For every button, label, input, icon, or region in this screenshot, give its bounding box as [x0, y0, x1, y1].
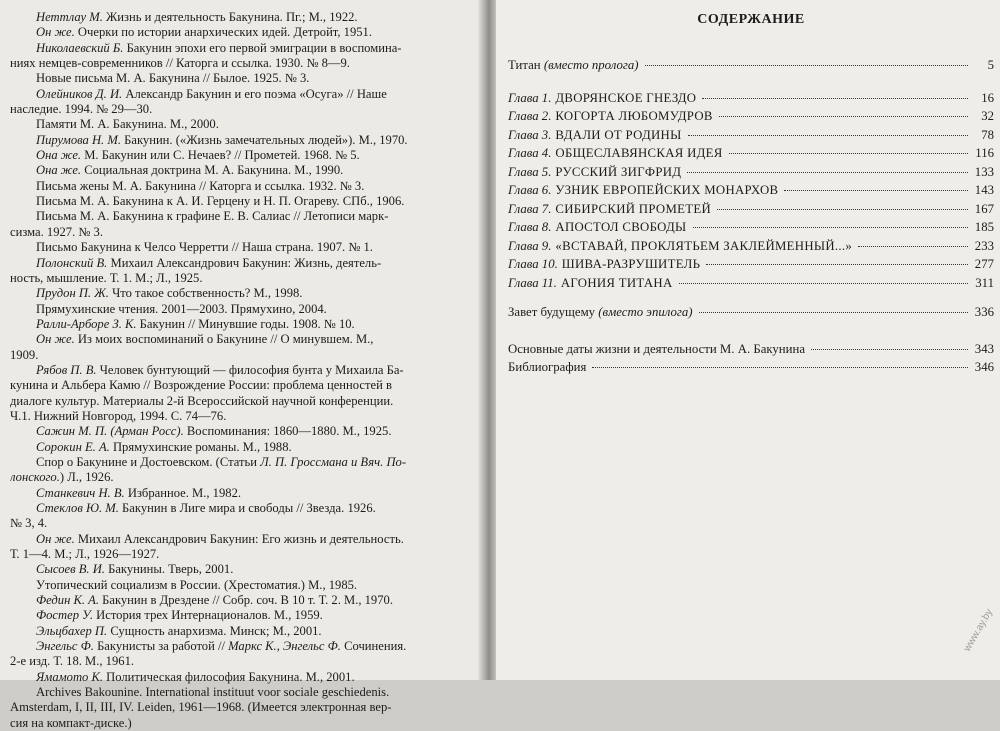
entry-author: Пирумова Н. М. — [36, 132, 121, 147]
bibliography-entry — [10, 271, 470, 286]
entry-author: Эльцбахер П. — [36, 623, 108, 638]
bibliography-entry — [10, 440, 470, 455]
toc-chapter-row — [508, 109, 994, 128]
entry-author: Стеклов Ю. М. — [36, 501, 119, 515]
entry-author: Полонский В. — [36, 255, 108, 270]
bibliography-entry — [10, 179, 470, 194]
toc-title: СОДЕРЖАНИЕ — [697, 12, 805, 27]
entry-text: Человек бунтующий — философия бунта у Михаила Ба- — [96, 362, 404, 377]
chapter-number: Глава 5. — [508, 164, 552, 179]
bibliography-entry — [10, 363, 470, 378]
entry-author: Сысоев В. И. — [36, 562, 105, 577]
page-number: 133 — [974, 164, 994, 179]
page-number: 78 — [981, 127, 994, 142]
bibliography-entry — [10, 41, 470, 56]
leader-dots — [858, 246, 968, 247]
entry-author: Прудон П. Ж. — [36, 286, 109, 301]
bibliography-entry — [10, 501, 470, 516]
bibliography-entry — [10, 608, 470, 623]
toc-epilogue — [508, 305, 994, 324]
entry-author: Станкевич Н. В. — [36, 485, 125, 500]
entry-text: Новые письма М. А. Бакунина // Былое. 1925. № 3. — [36, 71, 310, 86]
bibliography-entry — [10, 532, 470, 547]
entry-text: Бакунин в Лиге мира и свободы // Звезда. 1926. — [118, 501, 376, 515]
chapter-title: ДВОРЯНСКОЕ ГНЕЗДО — [555, 90, 697, 105]
entry-text: Прямухинские чтения. 2001—2003. Прямухино, 2004. — [36, 301, 327, 316]
bibliography-entry — [10, 163, 470, 178]
page-number: 343 — [974, 341, 994, 356]
chapter-title: УЗНИК ЕВРОПЕЙСКИХ МОНАРХОВ — [555, 183, 779, 197]
entry-text: Amsterdam, I, II, III, IV. Leiden, 1961—1968. (Имеется электронная вер- — [10, 700, 392, 715]
entry-text: Бакунин эпохи его первой эмиграции в воспомина- — [123, 40, 402, 55]
leader-dots — [729, 153, 968, 154]
bibliography-entry — [10, 133, 470, 148]
page-number: 143 — [974, 183, 994, 197]
entry-text: Бакунины. Тверь, 2001. — [104, 562, 234, 577]
bibliography-entry — [10, 240, 470, 255]
chapter-title: «ВСТАВАЙ, ПРОКЛЯТЬЕМ ЗАКЛЕЙМЕННЫЙ...» — [555, 238, 853, 253]
bibliography-entry — [10, 225, 470, 240]
dates-label: Основные даты жизни и деятельности М. А. Бакунина — [508, 341, 806, 356]
leader-dots — [592, 367, 968, 368]
chapter-number: Глава 8. — [508, 220, 552, 234]
leader-dots — [706, 264, 968, 265]
entry-text: Письма жены М. А. Бакунина // Каторга и ссылка. 1932. № 3. — [36, 178, 365, 193]
bibliography-entry — [10, 194, 470, 209]
entry-text: Письма М. А. Бакунина к А. И. Герцену и Н. П. Огареву. СПб., 1906. — [36, 194, 405, 209]
bibliography-entry — [10, 87, 470, 102]
bibliography-entry — [10, 562, 470, 577]
bibliography-entry — [10, 286, 470, 301]
page-number: 336 — [974, 305, 994, 319]
page-number: 311 — [975, 275, 994, 290]
entry-text: История трех Интернационалов. М., 1959. — [92, 608, 323, 623]
epilogue-label: Завет будущему — [508, 305, 596, 319]
toc-chapter-row — [508, 239, 994, 258]
entry-author: Он же. — [36, 531, 75, 546]
bibliography-entry — [10, 470, 470, 485]
entry-text: кунина и Альбера Камю // Возрождение России: проблема ценностей в — [10, 378, 392, 393]
chapter-number: Глава 11. — [508, 275, 557, 290]
chapter-number: Глава 3. — [508, 127, 552, 142]
toc-chapter-row — [508, 257, 994, 276]
entry-text: ность, мышление. Т. 1. М.; Л., 1925. — [10, 270, 203, 285]
entry-author: Она же. — [36, 163, 82, 178]
entry-author: Энгельс Ф. — [36, 639, 94, 654]
toc-chapter-row — [508, 220, 994, 239]
entry-text: диалоге культур. Материалы 2-й Всероссийской научной конференции. — [10, 393, 394, 408]
entry-text: Александр Бакунин и его поэма «Осуга» // Наше — [122, 86, 387, 101]
toc-chapter-row — [508, 91, 994, 110]
left-page — [0, 0, 488, 730]
page-number: 185 — [974, 220, 994, 234]
leader-dots — [702, 98, 968, 99]
chapter-number: Глава 1. — [508, 90, 552, 105]
entry-italic: Маркс К., Энгельс Ф. — [228, 639, 341, 654]
leader-dots — [717, 209, 968, 210]
bibliography-entry — [10, 102, 470, 117]
entry-text: Михаил Александрович Бакунин: Его жизнь и деятельность. — [74, 531, 404, 546]
entry-text: Бакунисты за работой // — [93, 639, 229, 654]
toc-bibliography — [508, 360, 994, 379]
entry-italic: лонского. — [10, 470, 60, 485]
epilogue-note: (вместо эпилога) — [598, 305, 693, 319]
entry-author: Николаевский Б. — [36, 40, 124, 55]
bibliography-entry — [10, 348, 470, 363]
chapter-title: СИБИРСКИЙ ПРОМЕТЕЙ — [555, 201, 712, 216]
page-number: 167 — [974, 201, 994, 216]
table-of-contents — [508, 12, 994, 379]
entry-author: Фостер У. — [36, 608, 93, 623]
entry-author: Сорокин Е. А. — [36, 439, 110, 454]
entry-text: Что такое собственность? М., 1998. — [108, 286, 303, 301]
entry-text: Сущность анархизма. Минск; М., 2001. — [107, 623, 322, 638]
leader-dots — [688, 135, 968, 136]
leader-dots — [699, 312, 968, 313]
entry-text: М. Бакунин или С. Нечаев? // Прометей. 1968. № 5. — [81, 148, 360, 163]
bibliography-entry — [10, 639, 470, 654]
watermark-text: www.ay.by — [962, 607, 996, 654]
entry-author: Неттлау М. — [36, 10, 103, 24]
page-number: 277 — [974, 257, 994, 271]
page-number: 16 — [981, 90, 994, 105]
bibliography-entry — [10, 148, 470, 163]
toc-dates — [508, 342, 994, 361]
toc-chapter-row — [508, 146, 994, 165]
chapter-number: Глава 9. — [508, 238, 552, 253]
entry-text: 2-е изд. Т. 18. М., 1961. — [10, 654, 135, 669]
entry-text: Жизнь и деятельность Бакунина. Пг.; М., 1922. — [102, 10, 358, 24]
entry-author: Сажин М. П. (Арман Росс). — [36, 424, 184, 439]
bibliography-entry — [10, 10, 470, 25]
entry-text: ниях немцев-современников // Каторга и ссылка. 1930. № 8—9. — [10, 56, 350, 71]
chapter-title: ШИВА-РАЗРУШИТЕЛЬ — [561, 257, 701, 271]
entry-text: Archives Bakounine. International instituut voor sociale geschiedenis. — [36, 685, 390, 700]
leader-dots — [679, 283, 968, 284]
entry-text: Письмо Бакунина к Челсо Черретти // Наша страна. 1907. № 1. — [36, 240, 373, 255]
entry-author: Олейников Д. И. — [36, 86, 123, 101]
bibliography-entry — [10, 256, 470, 271]
chapter-title: АПОСТОЛ СВОБОДЫ — [555, 220, 687, 234]
toc-chapter-row — [508, 202, 994, 221]
leader-dots — [784, 190, 968, 191]
leader-dots — [645, 65, 968, 66]
bibliography-entry — [10, 516, 470, 531]
bibliography-entry — [10, 209, 470, 224]
leader-dots — [811, 349, 968, 350]
entry-text: Т. 1—4. М.; Л., 1926—1927. — [10, 547, 160, 562]
chapter-title: АГОНИЯ ТИТАНА — [560, 275, 673, 290]
bibliography-entry — [10, 685, 470, 700]
bibliography-entry — [10, 409, 470, 424]
bibliography-entry — [10, 700, 470, 715]
bibliography-entry — [10, 486, 470, 501]
bibliography-entry — [10, 670, 470, 685]
toc-chapter-list — [508, 91, 994, 295]
entry-text: Из моих воспоминаний о Бакунине // О минувшем. М., — [74, 332, 374, 347]
page-number: 32 — [981, 109, 994, 123]
bibliography-entry — [10, 716, 470, 731]
entry-text: ) Л., 1926. — [59, 470, 114, 485]
entry-author: Федин К. А. — [36, 593, 99, 608]
toc-prologue — [508, 58, 994, 77]
page-number: 116 — [975, 146, 994, 160]
prologue-label: Титан — [508, 58, 541, 72]
entry-italic: Л. П. Гроссмана и Вяч. По- — [260, 454, 407, 469]
chapter-title: ОБЩЕСЛАВЯНСКАЯ ИДЕЯ — [555, 146, 723, 160]
entry-text: Воспоминания: 1860—1880. М., 1925. — [183, 424, 392, 439]
entry-text: № 3, 4. — [10, 516, 48, 531]
bibliography-label: Библиография — [508, 360, 587, 374]
leader-dots — [693, 227, 968, 228]
entry-text: Ч.1. Нижний Новгород, 1994. С. 74—76. — [10, 408, 227, 423]
bibliography-entry — [10, 547, 470, 562]
bibliography-entry — [10, 593, 470, 608]
entry-text: сизма. 1927. № 3. — [10, 224, 103, 239]
entry-text: Письма М. А. Бакунина к графине Е. В. Салиас // Летописи марк- — [36, 209, 389, 224]
entry-text: Политическая философия Бакунина. М., 2001. — [103, 669, 355, 684]
bibliography-entry — [10, 317, 470, 332]
chapter-number: Глава 10. — [508, 257, 558, 271]
bibliography-entry — [10, 332, 470, 347]
chapter-title: РУССКИЙ ЗИГФРИД — [555, 164, 682, 179]
entry-author: Он же. — [36, 25, 75, 40]
bibliography-entry — [10, 578, 470, 593]
toc-chapter-row — [508, 276, 994, 295]
entry-text: Сочинения. — [340, 639, 407, 654]
bibliography-entry — [10, 394, 470, 409]
bibliography-entry — [10, 25, 470, 40]
page-number: 346 — [974, 360, 994, 374]
entry-text: Спор о Бакунине и Достоевском. (Статьи — [36, 454, 261, 469]
entry-text: Социальная доктрина М. А. Бакунина. М., 1990. — [81, 163, 344, 178]
page-number: 233 — [974, 238, 994, 253]
entry-author: Он же. — [36, 332, 75, 347]
bibliography-entry — [10, 624, 470, 639]
chapter-title: ВДАЛИ ОТ РОДИНЫ — [555, 127, 682, 142]
entry-text: сия на компакт-диске.) — [10, 715, 132, 730]
entry-text: Очерки по истории анархических идей. Детройт, 1951. — [74, 25, 372, 40]
entry-text: Бакунин. («Жизнь замечательных людей»). М., 1970. — [121, 132, 408, 147]
entry-author: Ралли-Арборе З. К. — [36, 316, 137, 331]
chapter-title: КОГОРТА ЛЮБОМУДРОВ — [555, 109, 713, 123]
entry-text: 1909. — [10, 347, 39, 362]
chapter-number: Глава 6. — [508, 183, 552, 197]
entry-text: Избранное. М., 1982. — [124, 485, 242, 500]
entry-text: Бакунин // Минувшие годы. 1908. № 10. — [136, 316, 355, 331]
bibliography-entry — [10, 378, 470, 393]
entry-author: Рябов П. В. — [36, 362, 97, 377]
page-number: 5 — [987, 58, 994, 72]
bibliography-entry — [10, 455, 470, 470]
chapter-number: Глава 4. — [508, 146, 552, 160]
toc-chapter-row — [508, 128, 994, 147]
bibliography-entry — [10, 424, 470, 439]
leader-dots — [687, 172, 968, 173]
bibliography-entry — [10, 654, 470, 669]
entry-text: Прямухинские романы. М., 1988. — [109, 439, 292, 454]
chapter-number: Глава 2. — [508, 109, 552, 123]
entry-text: Памяти М. А. Бакунина. М., 2000. — [36, 117, 219, 132]
toc-chapter-row — [508, 165, 994, 184]
bibliography-list — [10, 10, 470, 731]
entry-text: Утопический социализм в России. (Хрестоматия.) М., 1985. — [36, 577, 358, 592]
entry-author: Ямамото К. — [36, 669, 103, 684]
entry-text: наследие. 1994. № 29—30. — [10, 102, 153, 117]
entry-text: Михаил Александрович Бакунин: Жизнь, деятель- — [107, 255, 382, 270]
entry-author: Она же. — [36, 148, 82, 163]
chapter-number: Глава 7. — [508, 201, 552, 216]
prologue-note: (вместо пролога) — [543, 58, 639, 72]
leader-dots — [719, 116, 968, 117]
bibliography-entry — [10, 302, 470, 317]
bibliography-entry — [10, 71, 470, 86]
toc-chapter-row — [508, 183, 994, 202]
entry-text: Бакунин в Дрездене // Собр. соч. В 10 т. Т. 2. М., 1970. — [98, 593, 393, 608]
bibliography-entry — [10, 117, 470, 132]
bibliography-entry — [10, 56, 470, 71]
